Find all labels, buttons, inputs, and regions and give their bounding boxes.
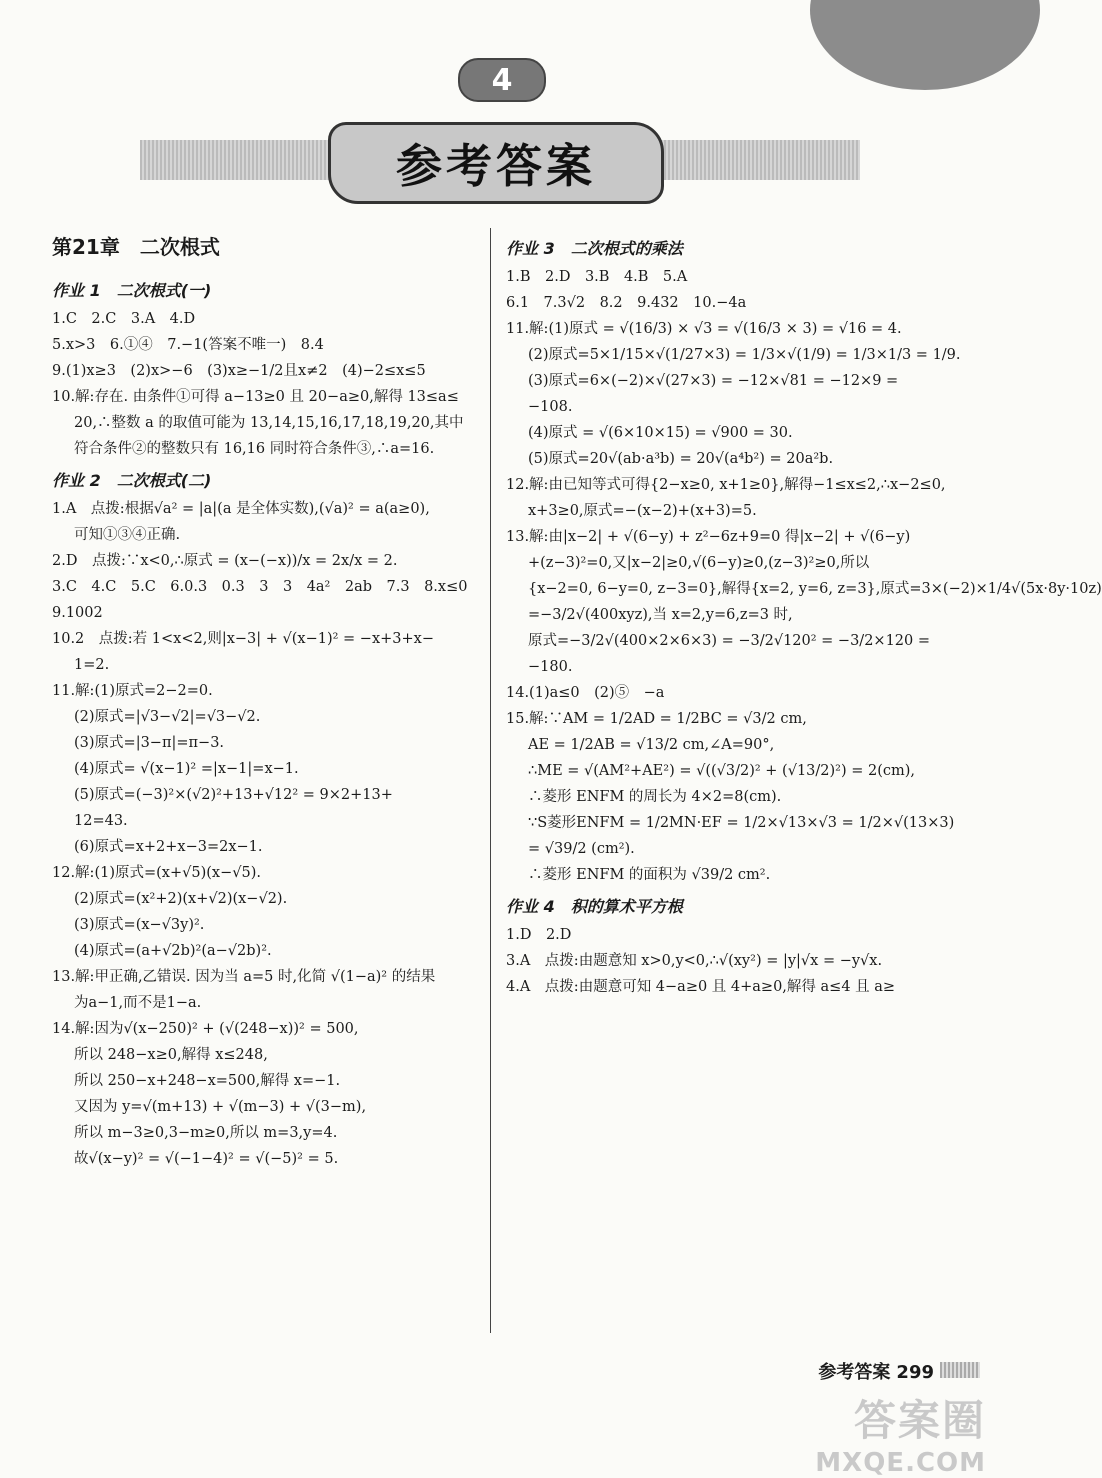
answer-line: −108.	[528, 399, 573, 415]
section-title-hw3: 作业 3 二次根式的乘法	[506, 239, 683, 258]
badge-number: 4	[491, 62, 513, 98]
answer-line: (2)原式=(x²+2)(x+√2)(x−√2).	[74, 891, 288, 907]
answer-line: 10.解:存在. 由条件①可得 a−13≥0 且 20−a≥0,解得 13≤a≤	[52, 389, 459, 405]
answer-line: 3.C 4.C 5.C 6.0.3 0.3 3 3 4a² 2ab 7.3 8.x≤0	[52, 579, 468, 595]
footer-stripe	[940, 1362, 980, 1378]
section-title-hw4: 作业 4 积的算术平方根	[506, 897, 683, 916]
answer-line: (6)原式=x+2+x−3=2x−1.	[74, 839, 263, 855]
answer-line: −180.	[528, 659, 573, 675]
corner-decoration	[810, 0, 1040, 90]
answer-line: ∵S菱形ENFM = 1/2MN·EF = 1/2×√13×√3 = 1/2×√(13×3)	[528, 815, 955, 831]
answer-line: {x−2=0, 6−y=0, z−3=0},解得{x=2, y=6, z=3},原式=3×(−2)×1/4√(5x·8y·10z)	[528, 581, 1102, 597]
answer-line: ∴菱形 ENFM 的面积为 √39/2 cm².	[528, 867, 771, 883]
page-banner	[328, 122, 664, 204]
answer-line: (3)原式=|3−π|=π−3.	[74, 735, 225, 751]
answer-line: = √39/2 (cm²).	[528, 841, 635, 857]
right-column	[506, 228, 1102, 1002]
answer-line: ∴ME = √(AM²+AE²) = √((√3/2)² + (√13/2)²) = 2(cm),	[528, 763, 916, 779]
answer-line: (2)原式=5×1/15×√(1/27×3) = 1/3×√(1/9) = 1/3×1/3 = 1/9.	[528, 347, 961, 363]
watermark-url: MXQE.COM	[815, 1448, 986, 1478]
answer-line: 14.解:因为√(x−250)² + (√(248−x))² = 500,	[52, 1021, 359, 1037]
answer-line: 故√(x−y)² = √(−1−4)² = √(−5)² = 5.	[74, 1151, 339, 1167]
answer-line: 1.A 点拨:根据√a² = |a|(a 是全体实数),(√a)² = a(a≥0),	[52, 501, 430, 517]
left-column	[52, 228, 480, 1174]
answer-line: 4.A 点拨:由题意可知 4−a≥0 且 4+a≥0,解得 a≤4 且 a≥	[506, 979, 896, 995]
answer-line: 所以 250−x+248−x=500,解得 x=−1.	[74, 1073, 341, 1089]
answer-line: =−3/2√(400xyz),当 x=2,y=6,z=3 时,	[528, 607, 793, 623]
answer-line: 原式=−3/2√(400×2×6×3) = −3/2√120² = −3/2×120 =	[528, 633, 931, 649]
answer-line: 14.(1)a≤0 (2)⑤ −a	[506, 685, 665, 701]
answer-line: 12=43.	[74, 813, 128, 829]
footer-label: 参考答案	[818, 1362, 891, 1383]
answer-line: 13.解:由|x−2| + √(6−y) + z²−6z+9=0 得|x−2| + √(6−y)	[506, 529, 911, 545]
watermark-logo: 答案圈	[853, 1396, 986, 1445]
answer-line: 6.1 7.3√2 8.2 9.432 10.−4a	[506, 295, 747, 311]
answer-line: (2)原式=|√3−√2|=√3−√2.	[74, 709, 261, 725]
answer-line: 13.解:甲正确,乙错误. 因为当 a=5 时,化简 √(1−a)² 的结果	[52, 969, 436, 985]
answer-line: 15.解:∵AM = 1/2AD = 1/2BC = √3/2 cm,	[506, 711, 807, 727]
answer-line: AE = 1/2AB = √13/2 cm,∠A=90°,	[528, 737, 775, 753]
answer-line: 1.D 2.D	[506, 927, 572, 943]
answer-line: 1.B 2.D 3.B 4.B 5.A	[506, 269, 688, 285]
answer-line: +(z−3)²=0,又|x−2|≥0,√(6−y)≥0,(z−3)²≥0,所以	[528, 555, 870, 571]
answer-line: (3)原式=(x−√3y)².	[74, 917, 205, 933]
chapter-title: 第21章 二次根式	[52, 235, 220, 259]
page-title: 参考答案	[396, 139, 596, 193]
page-number: 299	[896, 1362, 934, 1383]
answer-line: 2.D 点拨:∵x<0,∴原式 = (x−(−x))/x = 2x/x = 2.	[52, 553, 398, 569]
answer-line: 10.2 点拨:若 1<x<2,则|x−3| + √(x−1)² = −x+3+x−	[52, 631, 434, 647]
answer-line: 所以 248−x≥0,解得 x≤248,	[74, 1047, 268, 1063]
column-divider	[490, 228, 491, 1333]
answer-line: 12.解:由已知等式可得{2−x≥0, x+1≥0},解得−1≤x≤2,∴x−2≤0,	[506, 477, 946, 493]
answer-line: 所以 m−3≥0,3−m≥0,所以 m=3,y=4.	[74, 1125, 338, 1141]
answer-line: 20,∴整数 a 的取值可能为 13,14,15,16,17,18,19,20,其中	[74, 415, 464, 431]
answer-line: 11.解:(1)原式 = √(16/3) × √3 = √(16/3 × 3) = √16 = 4.	[506, 321, 902, 337]
watermark	[815, 1388, 986, 1478]
answer-line: 9.(1)x≥3 (2)x>−6 (3)x≥−1/2且x≠2 (4)−2≤x≤5	[52, 363, 426, 379]
answer-line: 9.1002	[52, 605, 103, 621]
answer-line: 5.x>3 6.①④ 7.−1(答案不唯一) 8.4	[52, 337, 324, 353]
answer-line: 12.解:(1)原式=(x+√5)(x−√5).	[52, 865, 261, 881]
section-title-hw2: 作业 2 二次根式(二)	[52, 471, 212, 490]
answer-line: (4)原式 = √(6×10×15) = √900 = 30.	[528, 425, 793, 441]
answer-line: 符合条件②的整数只有 16,16 同时符合条件③,∴a=16.	[74, 441, 435, 457]
answer-line: ∴菱形 ENFM 的周长为 4×2=8(cm).	[528, 789, 782, 805]
answer-line: 11.解:(1)原式=2−2=0.	[52, 683, 213, 699]
answer-line: 3.A 点拨:由题意知 x>0,y<0,∴√(xy²) = |y|√x = −y√x.	[506, 953, 883, 969]
answer-line: (3)原式=6×(−2)×√(27×3) = −12×√81 = −12×9 =	[528, 373, 899, 389]
answer-line: x+3≥0,原式=−(x−2)+(x+3)=5.	[528, 503, 757, 519]
section-title-hw1: 作业 1 二次根式(一)	[52, 281, 212, 300]
page-footer	[818, 1358, 934, 1384]
answer-line: 1=2.	[74, 657, 110, 673]
answer-line: 可知①③④正确.	[74, 527, 181, 543]
answer-line: 1.C 2.C 3.A 4.D	[52, 311, 196, 327]
answer-line: (5)原式=(−3)²×(√2)²+13+√12² = 9×2+13+	[74, 787, 393, 803]
answer-line: 为a−1,而不是1−a.	[74, 995, 202, 1011]
answer-line: (4)原式=(a+√2b)²(a−√2b)².	[74, 943, 272, 959]
section-badge	[458, 58, 546, 102]
answer-line: (4)原式= √(x−1)² =|x−1|=x−1.	[74, 761, 299, 777]
answer-line: (5)原式=20√(ab·a³b) = 20√(a⁴b²) = 20a²b.	[528, 451, 834, 467]
answer-line: 又因为 y=√(m+13) + √(m−3) + √(3−m),	[74, 1099, 367, 1115]
